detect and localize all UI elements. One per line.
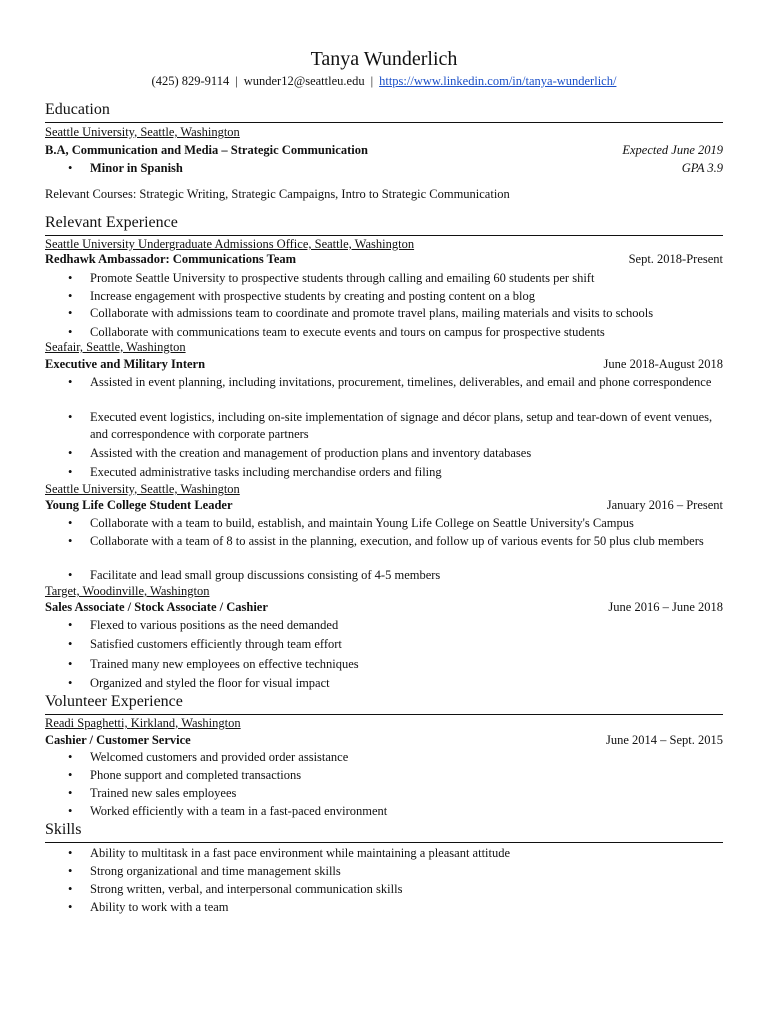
bullet-text: Ability to work with a team <box>90 900 229 914</box>
bullet-icon: • <box>68 882 73 896</box>
bullet-text: Assisted with the creation and management of production plans and inventory databases <box>90 446 532 460</box>
bullet-icon: • <box>68 516 73 530</box>
section-rule <box>45 122 723 123</box>
bullet-icon: • <box>68 657 73 671</box>
job-title-row <box>45 732 723 748</box>
bullet-icon: • <box>68 465 73 479</box>
bullet-icon: • <box>68 750 73 764</box>
minor: Minor in Spanish <box>90 161 183 175</box>
separator: | <box>235 74 238 88</box>
list-item <box>68 515 723 532</box>
list-item <box>68 567 723 584</box>
expected-date: Expected June 2019 <box>622 143 723 157</box>
list-item <box>68 270 723 287</box>
list-item <box>68 374 723 391</box>
job-title-row <box>45 251 723 267</box>
gpa: GPA 3.9 <box>681 161 723 175</box>
list-item <box>68 464 723 481</box>
list-item <box>68 656 723 673</box>
list-item <box>68 409 723 443</box>
bullet-text: Worked efficiently with a team in a fast-paced environment <box>90 804 388 818</box>
list-item <box>68 749 723 766</box>
list-item <box>68 636 723 653</box>
relevant-courses: Relevant Courses: Strategic Writing, Strategic Campaigns, Intro to Strategic Communication <box>45 187 510 201</box>
job-title: Young Life College Student Leader <box>45 498 233 512</box>
list-item <box>68 675 723 692</box>
bullet-text: Increase engagement with prospective students by creating and posting content on a blog <box>90 289 536 303</box>
bullet-icon: • <box>68 568 73 582</box>
bullet-text: Ability to multitask in a fast pace environment while maintaining a pleasant attitude <box>90 846 511 860</box>
list-item <box>68 305 723 322</box>
separator: | <box>370 74 374 88</box>
job-dates: June 2014 – Sept. 2015 <box>605 733 723 747</box>
bullet-icon: • <box>68 306 73 320</box>
bullet-text: Assisted in event planning, including invitations, procurement, timelines, deliverables, and email and phone correspondence <box>90 375 712 389</box>
bullet-icon: • <box>68 271 73 285</box>
job-dates: January 2016 – Present <box>606 498 723 512</box>
job-org: Seafair, Seattle, Washington <box>45 340 186 354</box>
bullet-icon: • <box>68 446 73 460</box>
section-rule <box>45 842 723 843</box>
bullet-icon: • <box>68 325 73 339</box>
section-heading-skills: Skills <box>45 821 82 838</box>
bullet-icon: • <box>68 900 73 914</box>
job-title: Cashier / Customer Service <box>45 733 191 747</box>
bullet-text: Trained new sales employees <box>90 786 237 800</box>
job-title: Sales Associate / Stock Associate / Cashier <box>45 600 268 614</box>
list-item <box>68 899 723 916</box>
bullet-icon: • <box>68 864 73 878</box>
list-item <box>68 160 723 177</box>
bullet-icon: • <box>68 846 73 860</box>
job-title-row <box>45 356 723 372</box>
bullet-text: Collaborate with a team to build, establish, and maintain Young Life College on Seattle University's Campus <box>90 516 634 530</box>
list-item <box>68 845 723 862</box>
bullet-icon: • <box>68 410 73 424</box>
bullet-text: Promote Seattle University to prospective students through calling and emailing 60 students per shift <box>90 271 595 285</box>
job-org: Readi Spaghetti, Kirkland, Washington <box>45 716 241 730</box>
job-dates: June 2018-August 2018 <box>603 357 723 371</box>
bullet-text: Phone support and completed transactions <box>90 768 302 782</box>
bullet-text: Executed event logistics, including on-site implementation of signage and décor plans, setup and tear-down of event venues, and correspondence with corporate partners <box>90 410 713 441</box>
degree: B.A, Communication and Media – Strategic Communication <box>45 143 368 157</box>
job-title-row <box>45 599 723 615</box>
bullet-text: Welcomed customers and provided order assistance <box>90 750 349 764</box>
list-item <box>68 617 723 634</box>
linkedin-link[interactable]: https://www.linkedin.com/in/tanya-wunderlich/ <box>379 74 617 88</box>
bullet-text: Trained many new employees on effective techniques <box>90 657 359 671</box>
list-item <box>68 533 723 550</box>
bullet-icon: • <box>68 804 73 818</box>
job-dates: Sept. 2018-Present <box>628 252 723 266</box>
bullet-text: Collaborate with a team of 8 to assist in the planning, execution, and follow up of various events for 50 plus club members <box>90 534 704 548</box>
job-org: Target, Woodinville, Washington <box>45 584 210 598</box>
list-item <box>68 767 723 784</box>
list-item <box>68 445 723 462</box>
bullet-icon: • <box>68 676 73 690</box>
job-title: Executive and Military Intern <box>45 357 206 371</box>
list-item <box>68 785 723 802</box>
school-name: Seattle University, Seattle, Washington <box>45 125 240 139</box>
bullet-icon: • <box>68 637 73 651</box>
bullet-text: Executed administrative tasks including merchandise orders and filing <box>90 465 442 479</box>
bullet-text: Collaborate with communications team to execute events and tours on campus for prospective students <box>90 325 605 339</box>
degree-row <box>45 142 723 158</box>
bullet-icon: • <box>68 786 73 800</box>
section-heading-education: Education <box>45 101 110 118</box>
candidate-name: Tanya Wunderlich <box>310 48 458 70</box>
bullet-text: Flexed to various positions as the need demanded <box>90 618 339 632</box>
contact-line <box>0 73 768 89</box>
bullet-text: Organized and styled the floor for visual impact <box>90 676 330 690</box>
bullet-icon: • <box>68 534 73 548</box>
job-title: Redhawk Ambassador: Communications Team <box>45 252 297 266</box>
section-heading-experience: Relevant Experience <box>45 214 178 231</box>
bullet-icon: • <box>68 768 73 782</box>
list-item <box>68 881 723 898</box>
bullet-text: Satisfied customers efficiently through team effort <box>90 637 342 651</box>
bullet-text: Collaborate with admissions team to coordinate and promote travel plans, mailing materials and visits to schools <box>90 306 654 320</box>
bullet-icon: • <box>68 289 73 303</box>
job-org: Seattle University, Seattle, Washington <box>45 482 240 496</box>
job-title-row <box>45 497 723 513</box>
bullet-icon: • <box>68 375 73 389</box>
bullet-text: Facilitate and lead small group discussions consisting of 4-5 members <box>90 568 441 582</box>
list-item <box>68 803 723 820</box>
list-item <box>68 863 723 880</box>
email: wunder12@seattleu.edu <box>243 74 365 88</box>
list-item <box>68 288 723 305</box>
phone: (425) 829-9114 <box>151 74 230 88</box>
bullet-text: Strong organizational and time management skills <box>90 864 341 878</box>
job-dates: June 2016 – June 2018 <box>608 600 723 614</box>
bullet-icon: • <box>68 618 73 632</box>
section-heading-volunteer: Volunteer Experience <box>45 693 183 710</box>
job-org: Seattle University Undergraduate Admissions Office, Seattle, Washington <box>45 237 415 251</box>
bullet-icon: • <box>68 161 73 175</box>
bullet-text: Strong written, verbal, and interpersonal communication skills <box>90 882 403 896</box>
